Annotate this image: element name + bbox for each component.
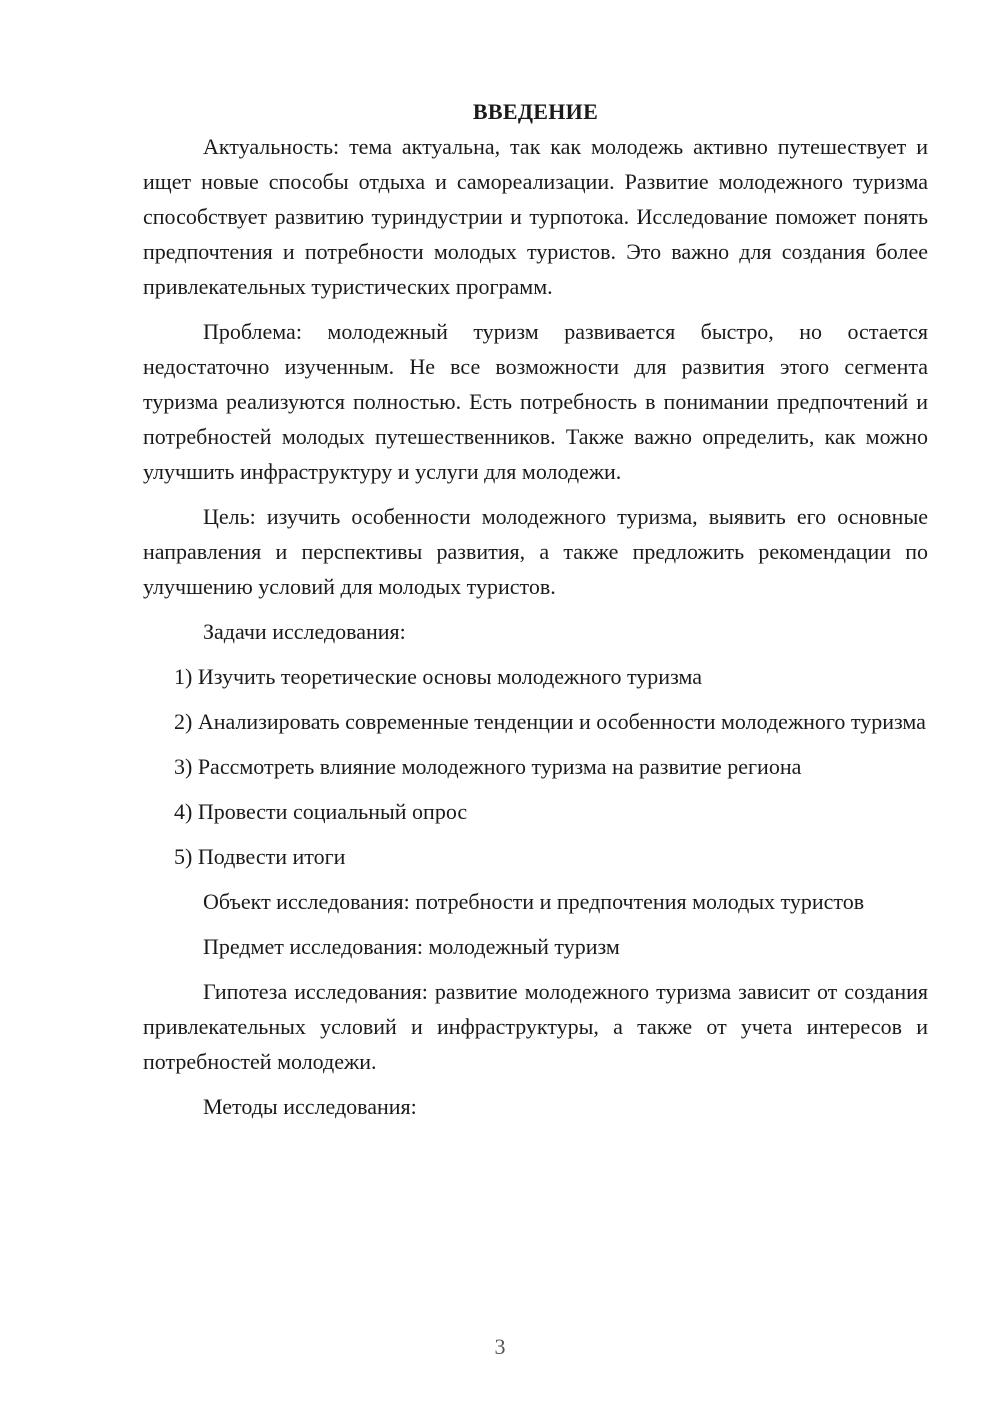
page-number: 3 (494, 1334, 506, 1359)
paragraph-hypothesis: Гипотеза исследования: развитие молодежного туризма зависит от создания привлекательных условий и инфраструктуры, а также от учета интересов и потребностей молодежи. (143, 979, 928, 1074)
paragraph-problem: Проблема: молодежный туризм развивается быстро, но остается недостаточно изученным. Не все возможности для развития этого сегмента туризма реализуются полностью. Есть потребность в понимании предпочтений и потребностей молодых путешественников. Также важно определить, как можно улучшить инфраструктуру и услуги для молодежи. (143, 319, 928, 484)
tasks-heading: Задачи исследования: (203, 619, 406, 644)
paragraph-methods: Методы исследования: (203, 1094, 417, 1119)
document-page (143, 94, 928, 1134)
task-item-5: 5) Подвести итоги (174, 844, 346, 869)
task-item-1: 1) Изучить теоретические основы молодежного туризма (174, 664, 702, 689)
task-item-2: 2) Анализировать современные тенденции и особенности молодежного туризма (174, 709, 926, 734)
paragraph-object: Объект исследования: потребности и предпочтения молодых туристов (203, 889, 865, 914)
task-item-4: 4) Провести социальный опрос (174, 799, 468, 824)
task-item-3: 3) Рассмотреть влияние молодежного туризма на развитие региона (174, 754, 802, 779)
paragraph-relevance: Актуальность: тема актуальна, так как молодежь активно путешествует и ищет новые способы отдыха и самореализации. Развитие молодежного туризма способствует развитию туриндустрии и турпотока. Исследование поможет понять предпочтения и потребности молодых туристов. Это важно для создания более привлекательных туристических программ. (143, 134, 928, 299)
paragraph-subject: Предмет исследования: молодежный туризм (203, 934, 620, 959)
section-heading: ВВЕДЕНИЕ (472, 99, 599, 124)
paragraph-goal: Цель: изучить особенности молодежного туризма, выявить его основные направления и перспективы развития, а также предложить рекомендации по улучшению условий для молодых туристов. (143, 504, 928, 599)
